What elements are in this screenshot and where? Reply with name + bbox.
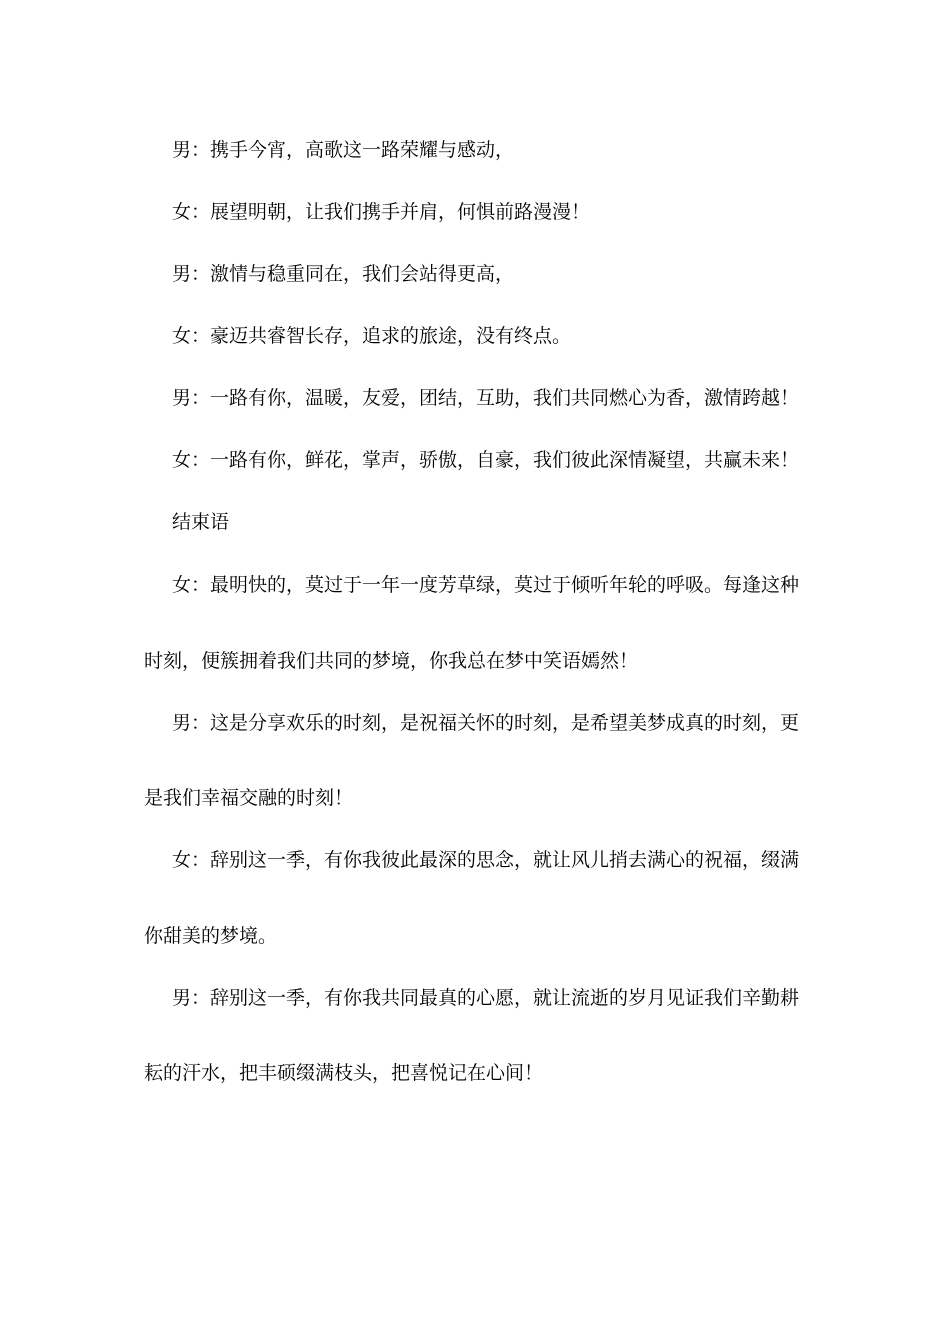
dialogue-line-female-1: 女：展望明朝，让我们携手并肩，何惧前路漫漫！ [172,201,591,223]
dialogue-line-male-1: 男：携手今宵，高歌这一路荣耀与感动， [172,139,515,161]
closing-male-2-line-2: 耘的汗水，把丰硕缀满枝头，把喜悦记在心间！ [144,1062,544,1084]
closing-female-2-line-2: 你甜美的梦境。 [144,925,278,947]
closing-female-1-line-1: 女：最明快的，莫过于一年一度芳草绿，莫过于倾听年轮的呼吸。每逢这种 [172,574,800,596]
closing-male-1-line-1: 男：这是分享欢乐的时刻，是祝福关怀的时刻，是希望美梦成真的时刻，更 [172,712,800,734]
section-heading-closing: 结束语 [172,511,230,533]
closing-female-1-line-2: 时刻，便簇拥着我们共同的梦境，你我总在梦中笑语嫣然！ [144,650,639,672]
dialogue-line-female-2: 女：豪迈共睿智长存，追求的旅途，没有终点。 [172,325,572,347]
dialogue-line-female-3: 女：一路有你，鲜花，掌声，骄傲，自豪，我们彼此深情凝望，共赢未来！ [172,449,800,471]
dialogue-line-male-3: 男：一路有你，温暖，友爱，团结，互助，我们共同燃心为香，激情跨越！ [172,387,800,409]
closing-male-2-line-1: 男：辞别这一季，有你我共同最真的心愿，就让流逝的岁月见证我们辛勤耕 [172,987,800,1009]
closing-male-1-line-2: 是我们幸福交融的时刻！ [144,787,354,809]
dialogue-line-male-2: 男：激情与稳重同在，我们会站得更高， [172,263,515,285]
closing-female-2-line-1: 女：辞别这一季，有你我彼此最深的思念，就让风儿捎去满心的祝福，缀满 [172,849,800,871]
